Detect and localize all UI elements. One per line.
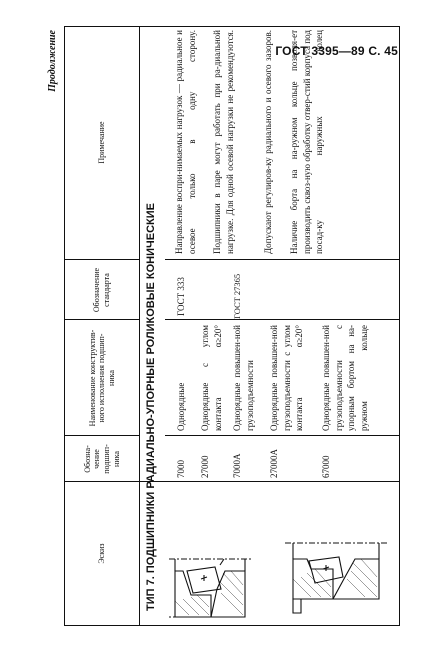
column-divider [165,435,399,436]
designation-7000: 7000 [176,460,186,478]
designation-27000: 27000 [200,455,210,478]
col-header-designation: Обозна- чение подшип- ника [82,444,121,474]
designation-67000: 67000 [321,455,331,478]
standard-7000A: ГОСТ 27365 [232,273,242,319]
designation-27000A: 27000А [269,449,279,478]
type-title: ТИП 7. ПОДШИПНИКИ РАДИАЛЬНО-УПОРНЫЕ РОЛИКОВЫЕ КОНИЧЕСКИЕ [145,202,157,611]
note-1: Направление воспри-нимаемых нагрузок — радиальное и осевое только в одну сторону. [174,30,197,254]
name-27000: Однорядные с углом контакта α≥20° [200,325,223,431]
bearing-sketches [165,483,401,623]
column-divider [165,259,399,260]
col-header-name: Наименование конструктив- ного исполнения подшип- ника [87,329,116,427]
standard-7000: ГОСТ 333 [176,277,186,316]
name-27000A: Однорядные повышен-ной грузоподъемности с углом контакта α≥20° [269,325,304,431]
note-2: Подшипники в паре могут работать при ра-диальной нагрузке. Для одной осевой нагрузки не рекомендуются. [212,30,235,254]
designation-7000A: 7000А [232,453,242,478]
note-4: Наличие борта на на-ружном кольце позволя-ет производить сквоз-ную обработку отвер-стий корпуса под посад-ку наружных колец [289,30,324,254]
rotated-page-body [32,26,405,626]
continuation-label: Продолжение [47,30,58,92]
column-divider [165,319,399,320]
col-header-sketch: Эскиз [97,543,107,564]
col-header-note: Примечание [97,121,107,164]
note-3: Допускают регулиров-ку радиального и осевого зазоров. [263,30,273,254]
header-divider [139,27,140,625]
page-header: ГОСТ 3395—89 С. 45 [275,44,398,58]
name-7000: Однорядные [176,382,186,431]
col-header-standard: Обозначение стандарта [92,267,111,313]
bearing-table [64,26,400,626]
name-7000A: Однорядные повышен-ной грузоподъемности [232,325,255,431]
name-67000: Однорядные повышен-ной грузоподъемности с упорным бортом на на-ружном кольце [321,325,369,431]
